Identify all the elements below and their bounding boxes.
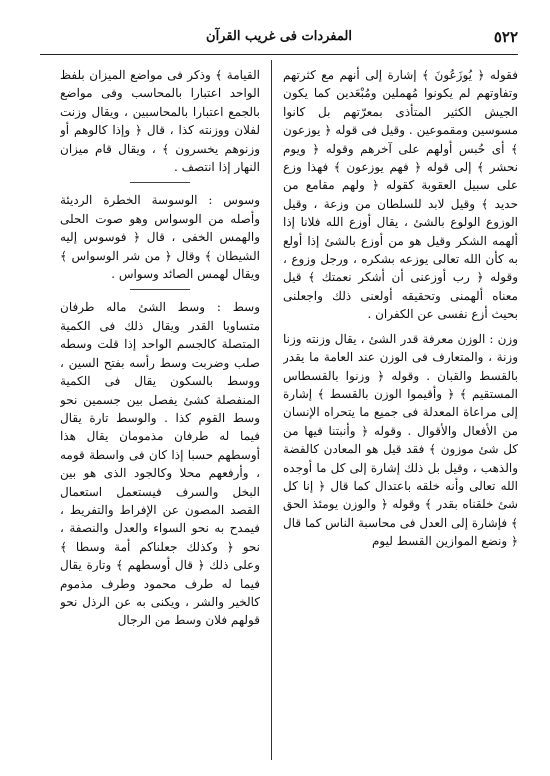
right-column: [283, 66, 518, 756]
entry-wasat: وسط : وسط الشئ ماله طرفان متساويا القدر ويقال ذلك فى الكمية المتصلة كالجسم الواحد إذا قلت وسطه صلب وضربت وسط رأسه بفتح السين ، ووسط بالسكون يقال فى الكمية المنفصلة كشئ يفصل بين جسمين نحو وسط القوم كذا . والوسط تارة يقال فيما له طرفان مذمومان يقال هذا أوسطهم حسبا إذا كان فى واسطة قومه ، وأرفعهم محلا وكالجود الذى هو بين البخل والسرف فيستعمل استعمال القصد المصون عن الإفراط والتفريط ، فيمدح به نحو السواء والعدل والنصفة ، نحو ﴿ وكذلك جعلناكم أمة وسطا ﴾ وعلى ذلك ﴿ قال أوسطهم ﴾ وتارة يقال فيما له طرف محمود وطرف مذموم كالخير والشر ، ويكنى به عن الرذل نحو قولهم فلان وسط من الرجال: [60, 300, 260, 628]
entry-separator: [130, 289, 190, 290]
entry-wazn: وزن : الوزن معرفة قدر الشئ ، يقال وزنته وزنا وزنة ، والمتعارف فى الوزن عند العامة ما يقدر بالقسط والقبان . وقوله ﴿ وزنوا بالقسطاس المستقيم ﴾ ﴿ وأقيموا الوزن بالقسط ﴾ إشارة إلى مراعاة المعدلة فى جميع ما يتحراه الإنسان من الأفعال والأقوال . وقوله ﴿ وأنبتنا فيها من كل شئ موزون ﴾ فقد قيل هو المعادن كالفضة والذهب ، وقيل بل ذلك إشارة إلى كل ما أوجده الله تعالى وأنه خلقه باعتدال كما قال ﴿ إنا كل شئ خلقناه بقدر ﴾ وقوله ﴿ والوزن يومئذ الحق ﴾ فإشارة إلى العدل فى محاسبة الناس كما قال ﴿ ونضع الموازين القسط ليوم: [283, 331, 518, 549]
entry-separator: [130, 182, 190, 183]
running-title: المفردات فى غريب القرآن: [206, 29, 352, 44]
entry-wazaa-continued: فقوله ﴿ يُوزَعُونَ ﴾ إشارة إلى أنهم مع كثرتهم وتفاوتهم لم يكونوا مُهملين ومُبْعَدين كما يكون الجيش الكثير المتأذى بمعرّتهم بل كانوا مسوسين ومقموعين . وقيل فى قوله ﴿ يوزعون ﴾ أى حُبس أولهم على آخرهم وقوله ﴿ ويوم نحشر ﴾ إلى قوله ﴿ فهم يوزعون ﴾ فهذا وزع على سبيل العقوبة كقوله ﴿ ولهم مقامع من حديد ﴾ وقيل لابد للسلطان من وزعة ، وقيل الوزوع الولوع بالشئ ، يقال أوزع الله فلانا إذا ألهمه الشكر وقيل هو من أوزع بالشئ إذا أولع به كأن الله تعالى يوزعه بشكره ، ورجل وزوع ، وقوله ﴿ رب أوزعنى أن أشكر نعمتك ﴾ قيل معناه ألهمنى وتحقيقه أولعنى ذلك واجعلنى بحيث أزع نفسى عن الكفران .: [283, 68, 518, 322]
entry-wazn-continued: القيامة ﴾ وذكر فى مواضع الميزان بلفظ الواحد اعتبارا بالمحاسب وفى مواضع بالجمع اعتبارا بالمحاسبين ، ويقال وزنت لفلان ووزنته كذا ، قال ﴿ وإذا كالوهم أو وزنوهم يخسرون ﴾ ، ويقال قام ميزان النهار إذا انتصف .: [60, 68, 260, 175]
page-header: [40, 26, 518, 50]
entry-waswas: وسوس : الوسوسة الخطرة الرديئة وأصله من الوسواس وهو صوت الحلى والهمس الخفى ، قال ﴿ فوسوس إليه الشيطان ﴾ وقال ﴿ من شر الوسواس ﴾ ويقال لهمس الصائد وسواس .: [60, 193, 260, 282]
left-column: [60, 66, 260, 756]
page-number: ٥٢٢: [493, 28, 518, 46]
header-rule: [40, 54, 518, 55]
column-divider: [271, 60, 272, 760]
